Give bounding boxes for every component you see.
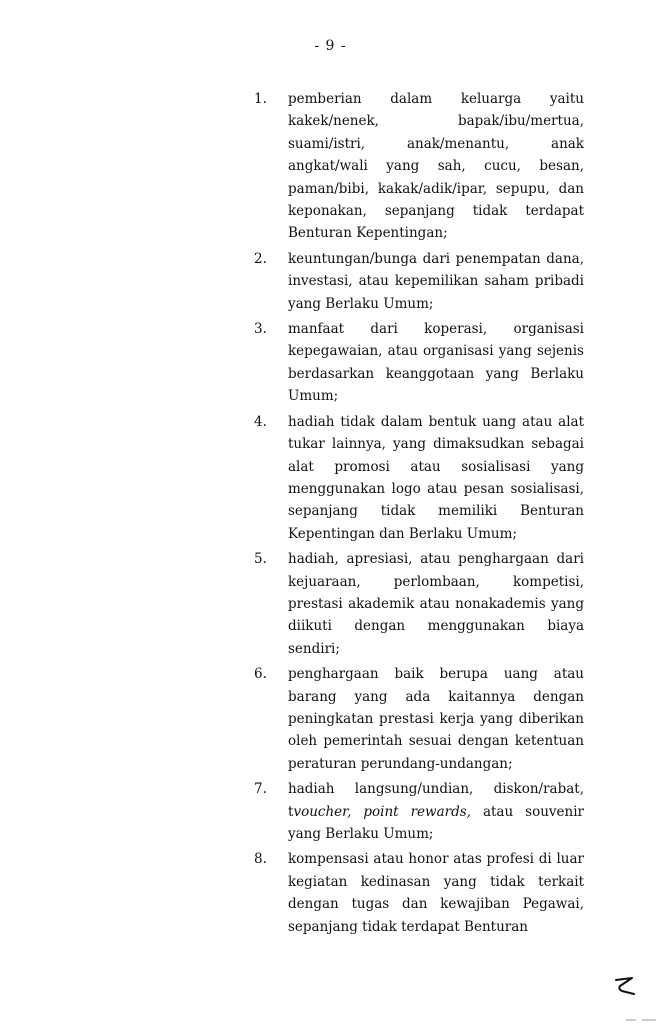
item-text: pemberian dalam keluarga yaitu kakek/nenek, bapak/ibu/mertua, suami/istri, anak/menantu, anak angkat/wali yang sah, cucu, besan, paman/bibi, kakak/adik/ipar, sepupu, dan keponakan, sepanjang tidak terdapat Benturan Kepentingan;: [288, 91, 584, 242]
list-item: [254, 248, 584, 315]
item-text: hadiah, apresiasi, atau penghargaan dari kejuaraan, perlombaan, kompetisi, prestasi akademik atau nonakademis yang diikuti dengan menggunakan biaya sendiri;: [288, 551, 584, 657]
item-text: hadiah tidak dalam bentuk uang atau alat tukar lainnya, yang dimaksudkan sebagai alat promosi atau sosialisasi yang menggunakan logo atau pesan sosialisasi, sepanjang tidak memiliki Benturan Kepentingan dan Berlaku Umum;: [288, 413, 584, 542]
item-number: 2.: [254, 250, 267, 267]
item-number: 5.: [254, 551, 267, 568]
page-edge-mark-icon: [626, 1016, 656, 1022]
item-text: kompensasi atau honor atas profesi di luar kegiatan kedinasan yang tidak terkait dengan tugas dan kewajiban Pegawai, sepanjang tidak terdapat Benturan: [288, 851, 584, 935]
item-number: 6.: [254, 666, 267, 683]
item-text: [288, 778, 584, 845]
item-number: 1.: [254, 91, 267, 107]
item-number: 8.: [254, 851, 267, 868]
page-number: - 9 -: [314, 38, 347, 54]
list-item: [254, 848, 584, 938]
list-item: [254, 88, 584, 245]
item-text: keuntungan/bunga dari penempatan dana, investasi, atau kepemilikan saham pribadi yang Berlaku Umum;: [288, 250, 584, 312]
item-text: manfaat dari koperasi, organisasi kepegawaian, atau organisasi yang sejenis berdasarkan keanggotaan yang Berlaku Umum;: [288, 321, 584, 405]
item-number: 7.: [254, 781, 267, 798]
list-item: [254, 663, 584, 775]
list-item: [254, 778, 584, 845]
paraf-mark-icon: [612, 972, 642, 1002]
item-text-before: hadiah langsung/undian, diskon/rabat, t: [288, 781, 584, 820]
item-text: penghargaan baik berupa uang atau barang yang ada kaitannya dengan peningkatan prestasi kerja yang diberikan oleh pemerintah sesuai dengan ketentuan peraturan perundang-undangan;: [288, 666, 584, 772]
item-text-after: atau souvenir yang Berlaku Umum;: [288, 803, 584, 842]
list-item: [254, 548, 584, 660]
item-number: 3.: [254, 321, 267, 338]
gratification-exception-list: [254, 88, 584, 941]
item-text-italic: voucher, point rewards,: [293, 803, 471, 820]
list-item: [254, 411, 584, 545]
item-number: 4.: [254, 413, 267, 430]
list-item: [254, 318, 584, 408]
